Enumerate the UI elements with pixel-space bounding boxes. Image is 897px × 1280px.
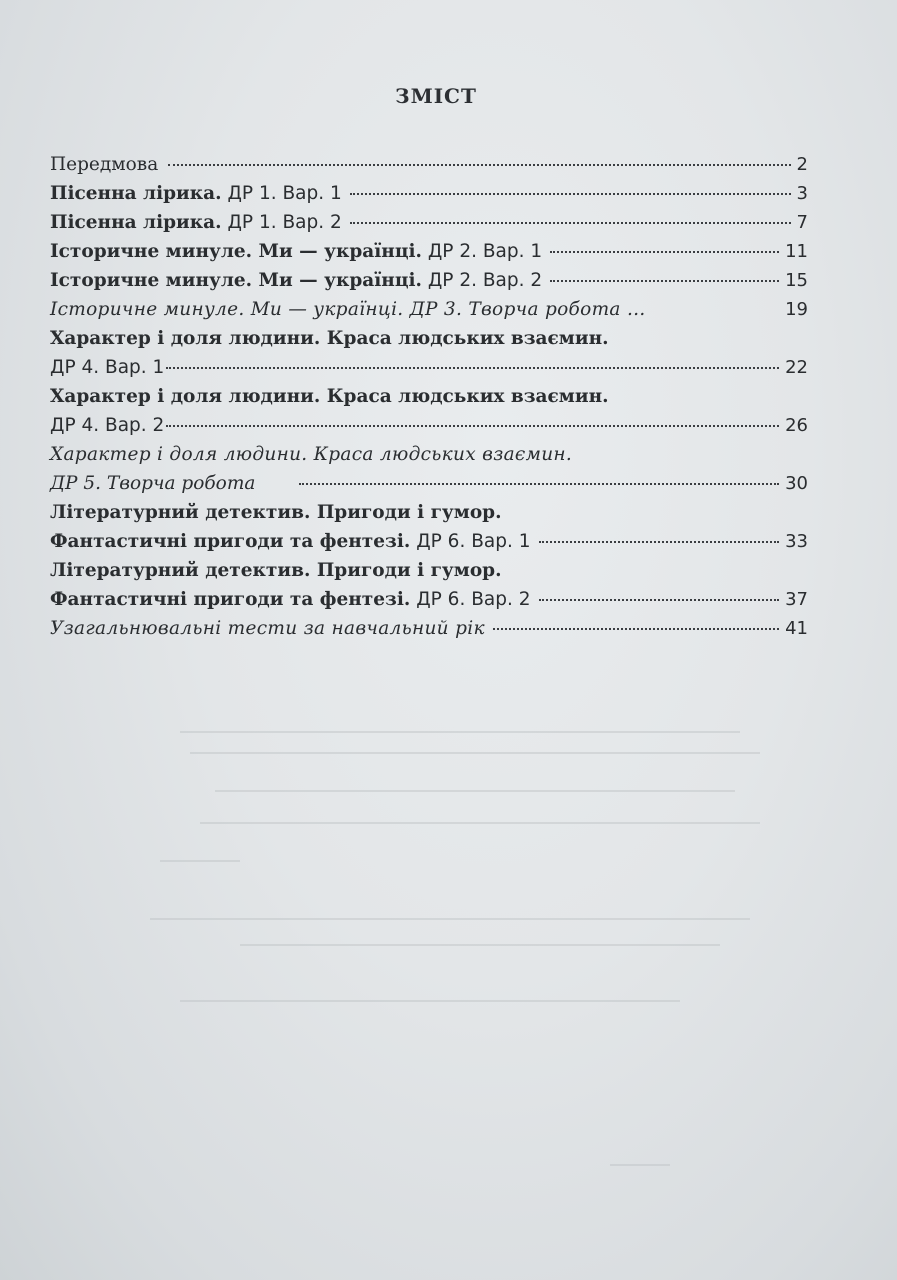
toc-entry-section: Пісенна лірика.: [50, 212, 222, 233]
toc-entry: [50, 241, 808, 270]
toc-entry-work: ДР 5. Творча робота: [50, 473, 256, 494]
toc-entry-section: Пісенна лірика.: [50, 183, 222, 204]
dot-leader: [350, 222, 791, 224]
toc-entry-title: [50, 212, 342, 233]
toc-page-number: 33: [785, 531, 808, 552]
show-through-mark: [240, 944, 720, 946]
toc-entry: [50, 154, 808, 183]
toc-entry-work: ДР 6. Вар. 2: [416, 589, 531, 610]
toc-entry: [50, 531, 808, 560]
toc-entry-work: ДР 2. Вар. 2: [427, 270, 543, 291]
dot-leader: [299, 483, 779, 485]
dot-leader: [166, 367, 779, 369]
toc-page-number: 26: [785, 415, 808, 436]
toc-entry-work: ДР 1. Вар. 2: [227, 212, 342, 233]
toc-entry-work: ДР 4. Вар. 2: [50, 415, 165, 436]
toc-entry: [50, 299, 808, 328]
page-title: ЗМІСТ: [395, 84, 477, 108]
show-through-mark: [200, 822, 760, 824]
table-of-contents: [50, 154, 808, 647]
dot-leader: [539, 599, 780, 601]
toc-entry-title-line: Характер і доля людини. Краса людських взаємин.: [50, 386, 609, 407]
toc-entry-section: Фантастичні пригоди та фентезі.: [50, 531, 411, 552]
toc-entry-title: Передмова: [50, 154, 159, 175]
dot-leader: [166, 425, 779, 427]
toc-entry-title: [50, 241, 542, 262]
toc-page-number: 3: [796, 183, 808, 204]
toc-entry-work: ДР 2. Вар. 1: [427, 241, 543, 262]
toc-entry-title: Узагальнювальні тести за навчальний рік: [50, 618, 485, 639]
toc-page-number: 41: [785, 618, 808, 639]
toc-entry-work: ДР 4. Вар. 1: [50, 357, 165, 378]
toc-page-number: 2: [796, 154, 808, 175]
dot-leader: [350, 193, 791, 195]
toc-entry: [50, 183, 808, 212]
dot-leader: [539, 541, 780, 543]
toc-page-number: 37: [785, 589, 808, 610]
dot-leader: [550, 280, 779, 282]
toc-page-number: 11: [785, 241, 808, 262]
toc-entry-title: [50, 589, 531, 610]
toc-page-number: 19: [785, 299, 808, 320]
dot-leader: [550, 251, 779, 253]
show-through-mark: [180, 731, 740, 733]
show-through-mark: [180, 1000, 680, 1002]
show-through-mark: [150, 918, 750, 920]
show-through-mark: [610, 1164, 670, 1166]
toc-entry-title: [50, 183, 342, 204]
toc-entry-section: Історичне минуле. Ми — українці.: [50, 270, 422, 291]
dot-leader: [493, 628, 779, 630]
toc-entry-work: ДР 6. Вар. 1: [416, 531, 531, 552]
toc-entry-title-line: Характер і доля людини. Краса людських взаємин.: [50, 444, 573, 465]
toc-entry-work: ДР 1. Вар. 1: [227, 183, 342, 204]
toc-page-number: 22: [785, 357, 808, 378]
toc-entry: [50, 618, 808, 647]
toc-entry-section: Історичне минуле. Ми — українці.: [50, 241, 422, 262]
toc-page-number: 7: [796, 212, 808, 233]
toc-entry: [50, 473, 808, 502]
toc-entry-section: Фантастичні пригоди та фентезі.: [50, 589, 411, 610]
show-through-mark: [160, 860, 240, 862]
show-through-mark: [215, 790, 735, 792]
toc-page-number: 15: [785, 270, 808, 291]
toc-entry-title-line: Характер і доля людини. Краса людських взаємин.: [50, 328, 609, 349]
toc-entry: [50, 357, 808, 386]
toc-entry: [50, 212, 808, 241]
toc-page-number: 30: [785, 473, 808, 494]
toc-entry: [50, 415, 808, 444]
toc-entry: [50, 589, 808, 618]
toc-entry: [50, 270, 808, 299]
dot-leader: [168, 164, 790, 166]
toc-entry-title: Історичне минуле. Ми — українці. ДР 3. Творча робота …: [50, 299, 646, 320]
toc-entry-title: [50, 531, 531, 552]
toc-entry-title-line: Літературний детектив. Пригоди і гумор.: [50, 502, 502, 523]
toc-entry-title: [50, 270, 542, 291]
toc-entry-title-line: Літературний детектив. Пригоди і гумор.: [50, 560, 502, 581]
show-through-mark: [190, 752, 760, 754]
